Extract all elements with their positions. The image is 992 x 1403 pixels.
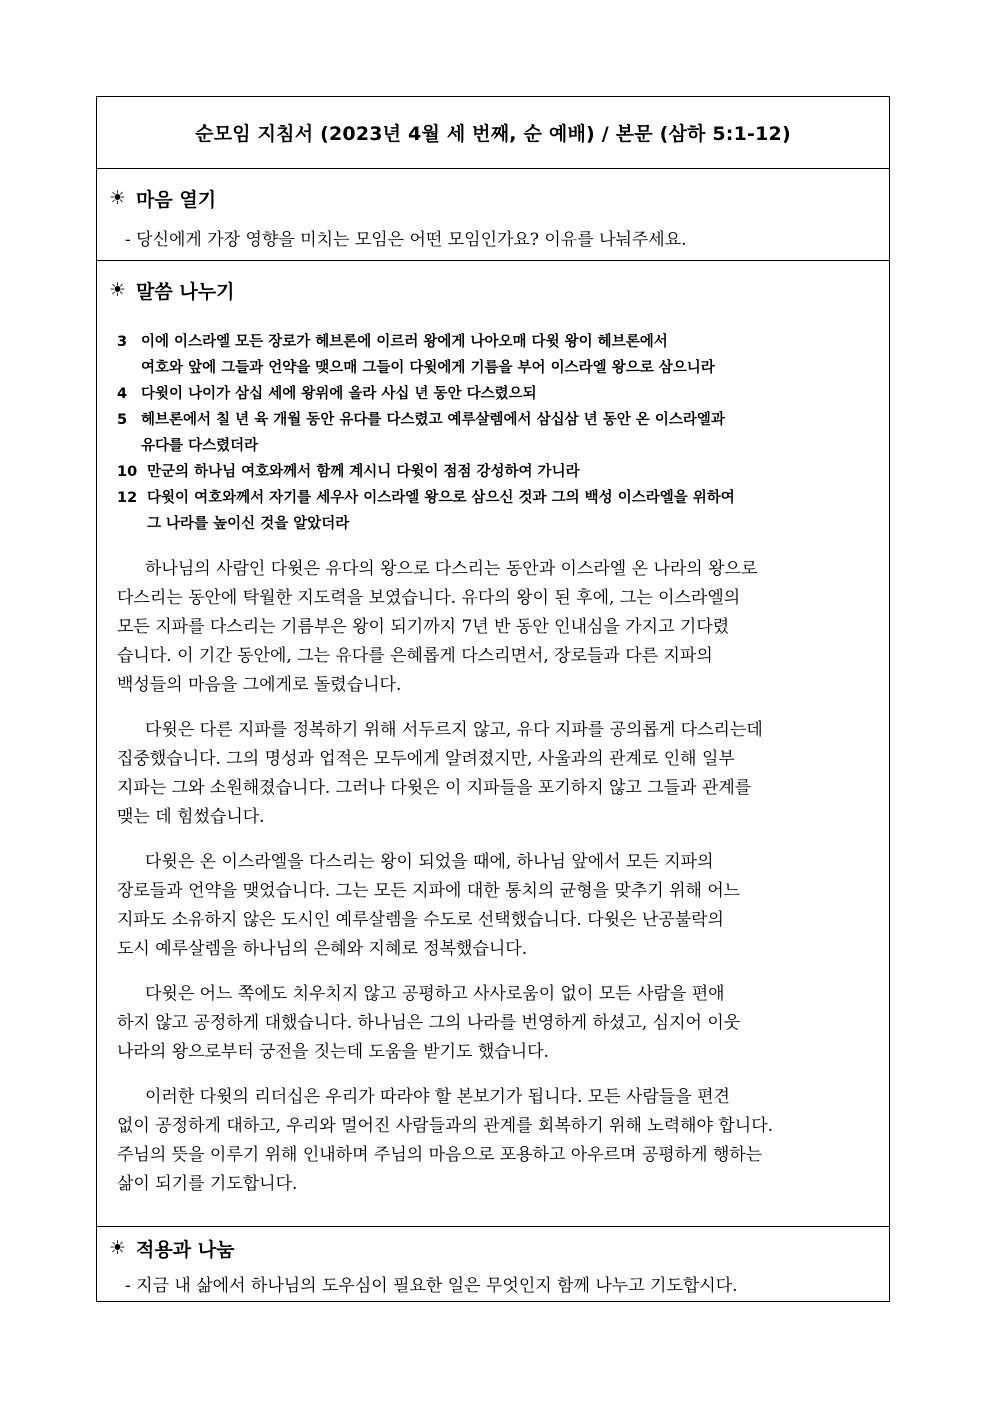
paragraph-line: 백성들의 마음을 그에게로 돌렸습니다. <box>117 675 402 695</box>
paragraph-line: 모든 지파를 다스리는 기름부은 왕이 되기까지 7년 반 동안 인내심을 가지고 기다렸 <box>117 617 730 637</box>
section-word-sharing <box>97 261 889 1227</box>
section-open-heart <box>97 169 889 261</box>
paragraph-line: 지파는 그와 소원해졌습니다. 그러나 다윗은 이 지파들을 포기하지 않고 그들과 관계를 <box>117 778 752 798</box>
verse-number: 3 <box>117 334 128 350</box>
paragraph-line: 주님의 뜻을 이루기 위해 인내하며 주님의 마음으로 포용하고 아우르며 공평하게 행하는 <box>117 1145 763 1165</box>
paragraph-line: 나라의 왕으로부터 궁전을 짓는데 도움을 받기도 했습니다. <box>117 1042 549 1062</box>
commentary <box>117 555 883 1199</box>
paragraph-line: 없이 공정하게 대하고, 우리와 멀어진 사람들과의 관계를 회복하기 위해 노력해야 합니다. <box>117 1116 774 1136</box>
page-title: 순모임 지침서 (2023년 4월 세 번째, 순 예배) / 본문 (삼하 5:1-12) <box>195 123 791 145</box>
paragraph-line: 다윗은 온 이스라엘을 다스리는 왕이 되었을 때에, 하나님 앞에서 모든 지파의 <box>145 852 714 872</box>
verse <box>117 407 889 459</box>
verse-line: 여호와 앞에 그들과 언약을 맺으매 그들이 다윗에게 기름을 부어 이스라엘 왕으로 삼으니라 <box>141 360 715 376</box>
verse-line: 유다를 다스렸더라 <box>141 438 259 454</box>
verse-line: 다윗이 여호와께서 자기를 세우사 이스라엘 왕으로 삼으신 것과 그의 백성 이스라엘을 위하여 <box>147 490 735 506</box>
verse <box>117 459 889 485</box>
paragraph-line: 습니다. 이 기간 동안에, 그는 유다를 은혜롭게 다스리면서, 장로들과 다른 지파의 <box>117 646 713 666</box>
verse-line: 만군의 하나님 여호와께서 함께 계시니 다윗이 점점 강성하여 가니라 <box>147 464 580 480</box>
section-heading-label: 마음 열기 <box>136 188 217 211</box>
verse-number: 12 <box>117 490 138 506</box>
sun-icon: ☀ <box>109 279 127 301</box>
verse <box>117 329 889 381</box>
commentary-paragraph <box>117 980 883 1067</box>
verse-line: 헤브론에서 칠 년 육 개월 동안 유다를 다스렸고 예루살렘에서 삼십삼 년 동안 온 이스라엘과 <box>141 412 725 428</box>
paragraph-line: 장로들과 언약을 맺었습니다. 그는 모든 지파에 대한 통치의 균형을 맞추기 위해 어느 <box>117 881 741 901</box>
paragraph-line: 다윗은 다른 지파를 정복하기 위해 서두르지 않고, 유다 지파를 공의롭게 다스리는데 <box>145 720 763 740</box>
paragraph-line: 다윗은 어느 쪽에도 치우치지 않고 공평하고 사사로움이 없이 모든 사람을 편애 <box>145 984 725 1004</box>
section-heading-label: 말씀 나누기 <box>136 280 235 303</box>
verse-number: 5 <box>117 412 128 428</box>
paragraph-line: 하나님의 사람인 다윗은 유다의 왕으로 다스리는 동안과 이스라엘 온 나라의 왕으로 <box>145 559 758 579</box>
verse-text <box>141 407 889 459</box>
verse-text <box>141 329 889 381</box>
section-apply-sharing <box>97 1227 889 1301</box>
paragraph-line: 맺는 데 힘썼습니다. <box>117 807 265 827</box>
verse-text <box>147 459 889 485</box>
title-row <box>97 97 889 169</box>
verse <box>117 485 889 537</box>
section-heading <box>109 273 889 307</box>
paragraph-line: 하지 않고 공정하게 대했습니다. 하나님은 그의 나라를 번영하게 하셨고, 심지어 이웃 <box>117 1013 741 1033</box>
verse <box>117 381 889 407</box>
verse-number: 4 <box>117 386 128 402</box>
commentary-paragraph <box>117 848 883 964</box>
section-heading-label: 적용과 나눔 <box>136 1238 235 1261</box>
sun-icon: ☀ <box>109 187 127 209</box>
commentary-paragraph <box>117 1083 883 1199</box>
open-question: - 당신에게 가장 영향을 미치는 모임은 어떤 모임인가요? 이유를 나눠주세요. <box>125 230 687 250</box>
commentary-paragraph <box>117 716 883 832</box>
verse-line: 다윗이 나이가 삼십 세에 왕위에 올라 사십 년 동안 다스렸으되 <box>141 386 537 402</box>
paragraph-line: 삶이 되기를 기도합니다. <box>117 1174 298 1194</box>
section-heading <box>109 1231 889 1265</box>
guide-sheet <box>96 96 890 1302</box>
sun-icon: ☀ <box>109 1237 127 1259</box>
paragraph-line: 다스리는 동안에 탁월한 지도력을 보였습니다. 유다의 왕이 된 후에, 그는 이스라엘의 <box>117 588 741 608</box>
section-heading <box>109 181 889 215</box>
verse-line: 그 나라를 높이신 것을 알았더라 <box>147 516 350 532</box>
scripture-verses <box>117 329 889 537</box>
paragraph-line: 이러한 다윗의 리더십은 우리가 따라야 할 본보기가 됩니다. 모든 사람들을 편견 <box>145 1087 730 1107</box>
verse-number: 10 <box>117 464 138 480</box>
paragraph-line: 집중했습니다. 그의 명성과 업적은 모두에게 알려졌지만, 사울과의 관계로 인해 일부 <box>117 749 735 769</box>
commentary-paragraph <box>117 555 883 700</box>
paragraph-line: 도시 예루살렘을 하나님의 은혜와 지혜로 정복했습니다. <box>117 939 528 959</box>
verse-text <box>141 381 889 407</box>
paragraph-line: 지파도 소유하지 않은 도시인 예루살렘을 수도로 선택했습니다. 다윗은 난공불락의 <box>117 910 724 930</box>
verse-line: 이에 이스라엘 모든 장로가 헤브론에 이르러 왕에게 나아오매 다윗 왕이 헤브론에서 <box>141 334 668 350</box>
verse-text <box>147 485 889 537</box>
apply-question: - 지금 내 삶에서 하나님의 도우심이 필요한 일은 무엇인지 함께 나누고 기도합시다. <box>125 1276 738 1296</box>
